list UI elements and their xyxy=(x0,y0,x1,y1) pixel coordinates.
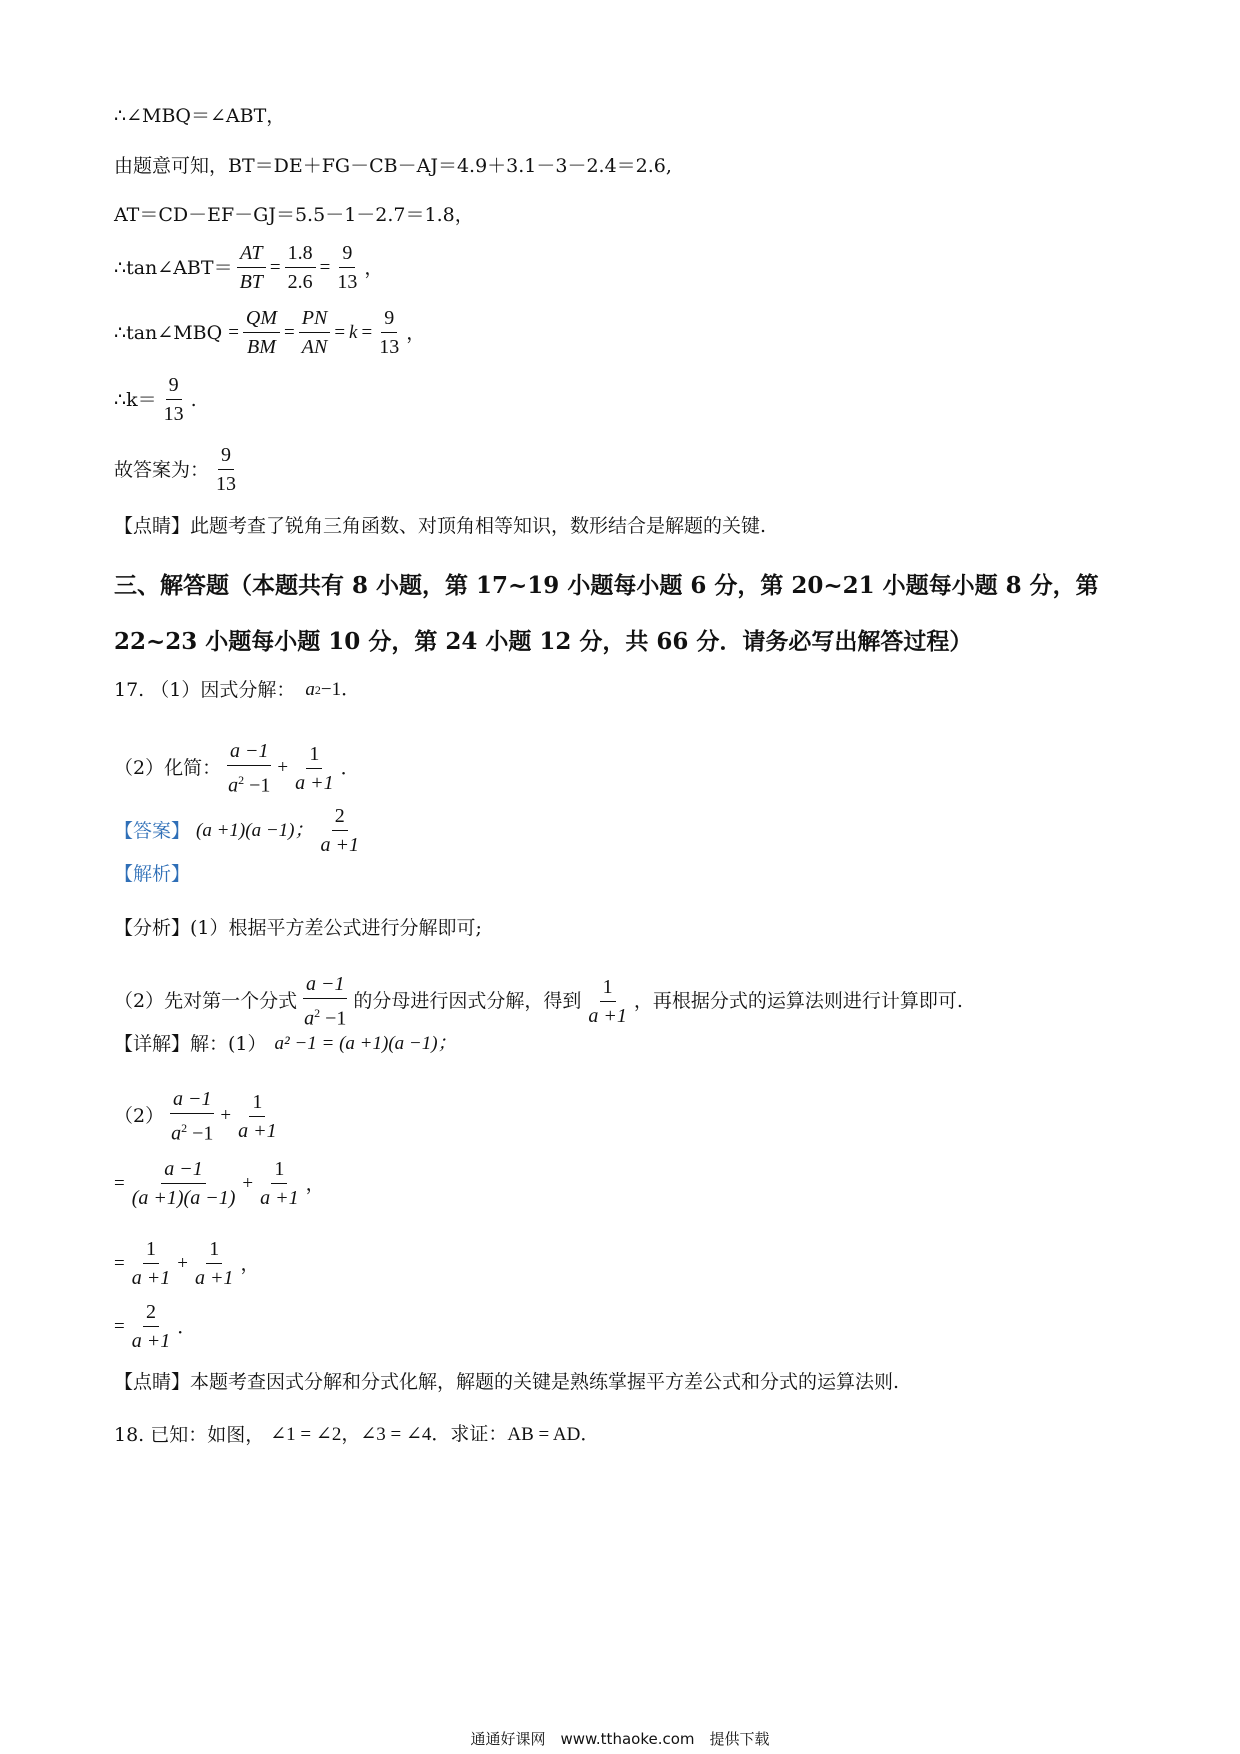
period: . xyxy=(190,388,197,411)
fraction: $\frac{1}{a +1}$ xyxy=(131,1238,171,1289)
comma: ， xyxy=(364,256,384,279)
line-text: 故答案为： xyxy=(114,458,210,481)
page-footer: 通通好课网 www.tthaoke.com 提供下载 xyxy=(470,1730,770,1748)
math-rest: −1． xyxy=(320,679,361,700)
line-text: 【点睛】此题考查了锐角三角函数、对顶角相等知识，数形结合是解题的关键. xyxy=(114,515,767,537)
line-text: ∴k＝ xyxy=(114,388,157,411)
fraction: $\frac{9}{13}$ xyxy=(337,242,358,293)
plus-sign: + xyxy=(277,757,289,779)
plus-sign: + xyxy=(177,1252,188,1274)
line-text: ∴tan∠MBQ xyxy=(114,321,223,344)
math-line xyxy=(114,372,197,427)
math-line xyxy=(114,1299,196,1354)
comma: ， xyxy=(406,321,426,344)
fraction: $\frac{2}{a +1}$ xyxy=(320,805,359,856)
equals-sign: = xyxy=(114,1315,125,1337)
line-text: 由题意可知，BT＝DE＋FG－CB－AJ＝4.9＋3.1－3－2.4＝2.6, xyxy=(114,155,672,177)
line-text: 的分母进行因式分解，得到 xyxy=(353,990,582,1013)
fraction: $\frac{a -1}{a^2 -1}$ xyxy=(228,740,271,797)
fraction: $\frac{9}{13}$ xyxy=(379,307,400,358)
equals-sign: = xyxy=(228,321,239,343)
text-line xyxy=(114,1032,457,1056)
math-line xyxy=(114,305,425,360)
variable-k: k xyxy=(349,321,358,343)
line-text: ，再根据分式的运算法则进行计算即可. xyxy=(633,990,963,1013)
line-text: （2） xyxy=(114,1105,165,1128)
period: ． xyxy=(177,1315,197,1338)
fraction: $\frac{1}{a +1}$ xyxy=(260,1158,299,1209)
equals-sign: = xyxy=(114,1252,125,1274)
math-a: a xyxy=(305,679,315,700)
line-text: ∴∠MBQ＝∠ABT， xyxy=(114,105,286,127)
equals-sign: = xyxy=(114,1172,125,1194)
equals-sign: = xyxy=(319,256,331,278)
question-17-part-1 xyxy=(114,678,360,702)
equals-sign: = xyxy=(269,256,281,278)
question-17-part-2 xyxy=(114,738,360,799)
fraction: $\frac{a -1}{(a +1)(a -1)}$ xyxy=(131,1158,236,1209)
text-line xyxy=(114,154,672,178)
plus-sign: + xyxy=(220,1105,232,1127)
equals-sign: = xyxy=(361,321,373,343)
answer-expr: (a +1)(a −1)； xyxy=(196,819,314,841)
exponent: 2 xyxy=(314,683,321,697)
line-text: 18. 已知：如图， xyxy=(114,1424,265,1446)
fraction: $\frac{a -1}{a^2 -1}$ xyxy=(171,1088,214,1145)
fraction: $\frac{9}{13}$ xyxy=(216,444,237,495)
line-text: （2）化简： xyxy=(114,757,222,780)
analysis-line xyxy=(114,862,190,886)
text-line xyxy=(114,203,474,227)
analysis-tag: 【解析】 xyxy=(114,863,191,885)
line-text: 【详解】解：(1） xyxy=(114,1033,267,1055)
equals-sign: = xyxy=(334,321,346,343)
answer-line xyxy=(114,803,366,858)
fraction: $\frac{QM}{BM}$ xyxy=(243,305,280,360)
comma: ， xyxy=(305,1172,325,1195)
text-line xyxy=(114,514,766,538)
fraction: $\frac{1}{a +1}$ xyxy=(295,742,334,794)
fraction: $\frac{1}{a +1}$ xyxy=(238,1090,277,1142)
line-text: （2）先对第一个分式 xyxy=(114,990,298,1013)
section-heading: 三、解答题（本题共有 8 小题，第 17~19 小题每小题 6 分，第 20~21 小题每小题 8 分，第 22~23 小题每小题 10 分，第 24 小题 12 分，共 66 分．请务必写出解答过程） xyxy=(114,572,1099,655)
plus-sign: + xyxy=(242,1172,254,1194)
answer-tag: 【答案】 xyxy=(114,819,191,842)
line-text: AT＝CD－EF－GJ＝5.5－1－2.7＝1.8， xyxy=(114,204,474,226)
math-line xyxy=(114,1236,259,1291)
line-text: 【点睛】本题考查因式分解和分式化解，解题的关键是熟练掌握平方差公式和分式的运算法则. xyxy=(114,1371,900,1393)
fraction: $\frac{1.8}{2.6}$ xyxy=(285,240,316,295)
line-text: 【分析】(1）根据平方差公式进行分解即可; xyxy=(114,917,482,939)
math-line xyxy=(114,1156,325,1211)
comma: ， xyxy=(240,1252,260,1275)
line-text: 17. （1）因式分解： xyxy=(114,679,296,701)
question-18 xyxy=(114,1423,599,1447)
text-line xyxy=(114,916,482,940)
text-line xyxy=(114,104,285,128)
equals-sign: = xyxy=(284,321,295,343)
fraction: $\frac{2}{a +1}$ xyxy=(131,1301,171,1352)
text-line xyxy=(114,971,963,1032)
text-line xyxy=(114,1370,899,1394)
math-line xyxy=(114,442,243,497)
fraction: $\frac{9}{13}$ xyxy=(163,374,184,425)
q18-expr: ∠1 = ∠2，∠3 = ∠4．求证：AB = AD． xyxy=(270,1424,600,1445)
fraction: $\frac{1}{a +1}$ xyxy=(194,1238,234,1289)
fraction: $\frac{PN}{AN}$ xyxy=(299,305,331,360)
math-line xyxy=(114,240,383,295)
fraction: $\frac{1}{a +1}$ xyxy=(588,975,627,1027)
fraction: $\frac{AT}{BT}$ xyxy=(237,240,266,295)
fraction: $\frac{a -1}{a^2 -1}$ xyxy=(304,973,347,1030)
math-line xyxy=(114,1086,284,1147)
line-text: ∴tan∠ABT＝ xyxy=(114,256,233,279)
period: ． xyxy=(340,757,360,780)
detail-expr: a² −1 = (a +1)(a −1)； xyxy=(274,1033,457,1054)
